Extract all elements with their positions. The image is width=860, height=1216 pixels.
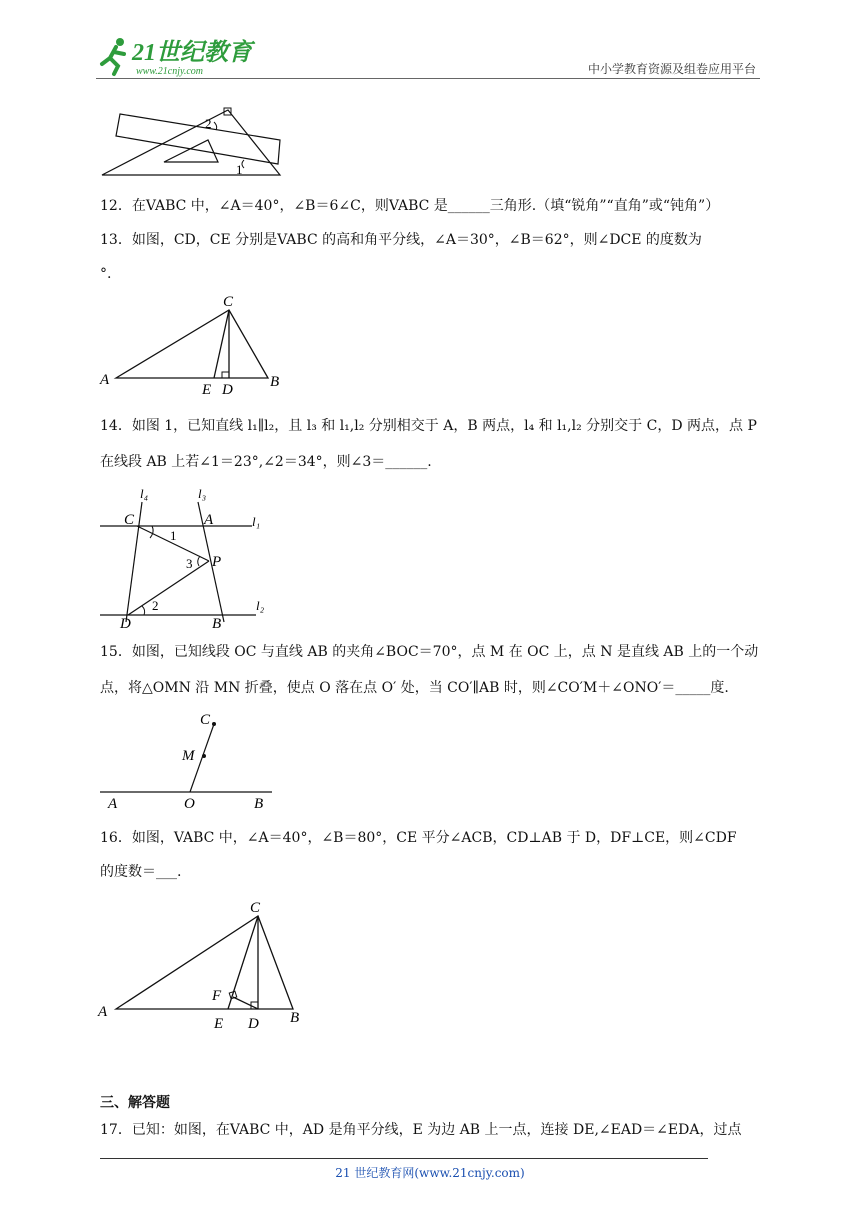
fig14-l1: l₁ xyxy=(252,514,261,529)
fig14-P: P xyxy=(212,554,222,570)
fig13-C: C xyxy=(223,294,234,310)
question-14-line2: 在线段 AB 上若∠1＝23°,∠2＝34°，则∠3＝______. xyxy=(100,454,432,470)
fig16-F: F xyxy=(212,988,222,1004)
fig15-M: M xyxy=(182,748,195,764)
fig14-angle-1: 1 xyxy=(170,528,177,543)
fig14-angle-3: 3 xyxy=(186,556,193,571)
figure-q11 xyxy=(96,100,286,180)
fig16-B: B xyxy=(290,1010,300,1026)
fig14-C: C xyxy=(124,512,135,528)
figure-q15 xyxy=(96,706,286,812)
logo xyxy=(96,34,266,78)
fig13-D: D xyxy=(222,382,233,398)
question-14-line1: 14．如图 1，已知直线 l₁∥l₂，且 l₃ 和 l₁,l₂ 分别相交于 A，B 两点，l₄ 和 l₁,l₂ 分别交于 C，D 两点，点 P xyxy=(100,418,757,434)
fig11-label-1: 1 xyxy=(236,162,243,177)
question-15-line1: 15．如图，已知线段 OC 与直线 AB 的夹角∠BOC＝70°，点 M 在 OC 上，点 N 是直线 AB 上的一个动 xyxy=(100,644,759,660)
fig14-angle-2: 2 xyxy=(152,598,159,613)
question-17-line1: 17．已知：如图，在VABC 中，AD 是角平分线，E 为边 AB 上一点，连接 DE,∠EAD＝∠EDA，过点 xyxy=(100,1122,742,1138)
fig13-E: E xyxy=(202,382,212,398)
question-13-line1: 13．如图，CD，CE 分别是VABC 的高和角平分线，∠A＝30°，∠B＝62°，则∠DCE 的度数为 xyxy=(100,232,702,248)
fig14-l4: l₄ xyxy=(140,486,149,501)
logo-text: 21世纪教育 xyxy=(132,40,252,66)
question-13-line2: °. xyxy=(100,266,112,282)
fig14-A: A xyxy=(204,512,214,528)
question-16-line2: 的度数＝___. xyxy=(100,864,182,880)
figure-q14 xyxy=(96,482,276,632)
fig13-A: A xyxy=(100,372,110,388)
fig15-B: B xyxy=(254,796,264,812)
fig16-A: A xyxy=(98,1004,108,1020)
runner-icon xyxy=(102,38,124,74)
fig15-A: A xyxy=(108,796,118,812)
fig13-B: B xyxy=(270,374,280,390)
header-right-text: 中小学教育资源及组卷应用平台 xyxy=(587,62,756,76)
fig14-l2: l₂ xyxy=(256,598,265,613)
logo-url: www.21cnjy.com xyxy=(136,66,204,77)
fig16-C: C xyxy=(250,900,261,916)
fig11-label-2: 2 xyxy=(205,116,212,131)
figure-q13 xyxy=(96,288,296,398)
fig15-C: C xyxy=(200,712,211,728)
question-15-line2: 点，将△OMN 沿 MN 折叠，使点 O 落在点 O′ 处，当 CO′∥AB 时，则∠CO′M＋∠ONO′＝_____度. xyxy=(100,680,729,696)
section-title: 三、解答题 xyxy=(100,1095,170,1111)
footer-divider xyxy=(100,1158,708,1159)
fig16-D: D xyxy=(248,1016,259,1032)
question-16-line1: 16．如图，VABC 中，∠A＝40°，∠B＝80°，CE 平分∠ACB，CD⊥AB 于 D，DF⊥CE，则∠CDF xyxy=(100,830,737,846)
footer-text: 21 世纪教育网(www.21cnjy.com) xyxy=(335,1166,525,1180)
fig15-O: O xyxy=(184,796,195,812)
fig16-E: E xyxy=(214,1016,224,1032)
header-divider xyxy=(96,78,760,79)
fig14-B: B xyxy=(212,616,222,632)
fig14-D: D xyxy=(120,616,131,632)
figure-q16 xyxy=(96,894,316,1034)
fig14-l3: l₃ xyxy=(198,486,207,501)
question-12: 12．在VABC 中，∠A＝40°，∠B＝6∠C，则VABC 是______三角形.（填“锐角”“直角”或“钝角”） xyxy=(100,198,720,214)
